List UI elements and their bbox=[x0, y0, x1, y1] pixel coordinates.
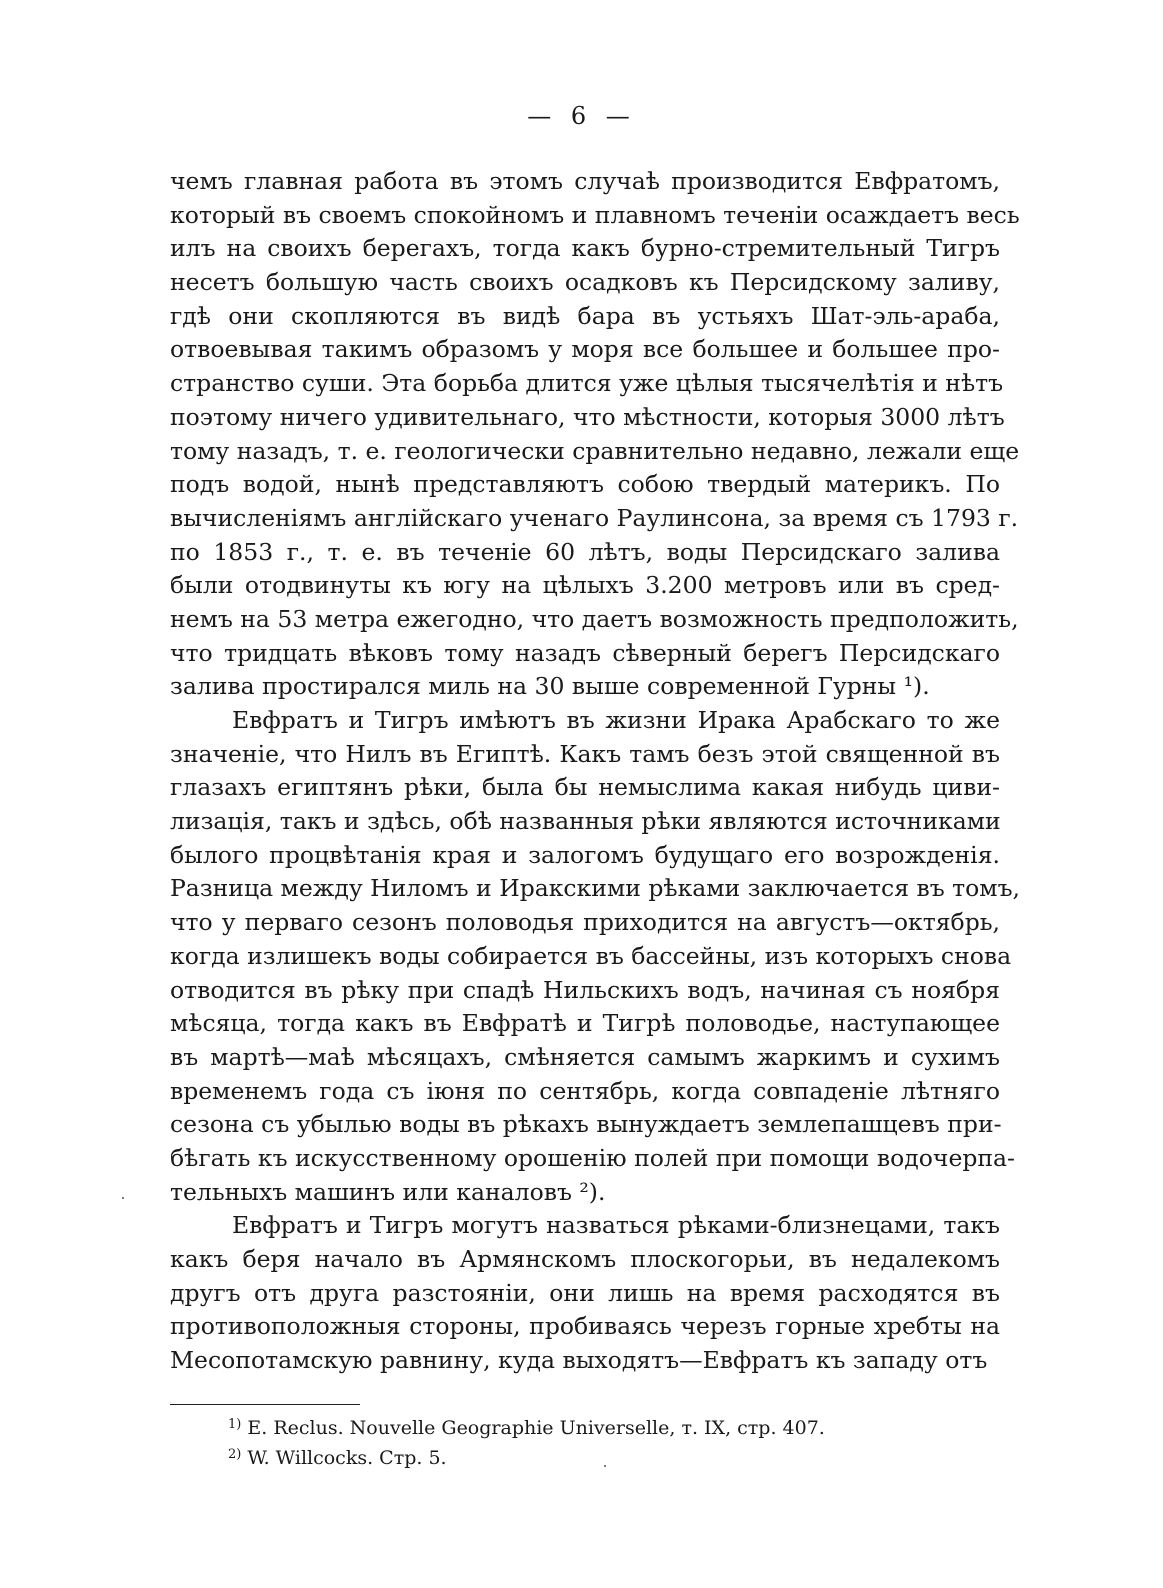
text-line: странство суши. Эта борьба длится уже цѣлыя тысячелѣтія и нѣтъ bbox=[170, 369, 1004, 398]
text-line: временемъ года съ іюня по сентябрь, когда совпаденіе лѣтняго bbox=[170, 1076, 1000, 1105]
body-text bbox=[170, 165, 1020, 1378]
text-line: тельныхъ машинъ или каналовъ ²). bbox=[170, 1177, 606, 1206]
paragraph bbox=[170, 165, 1020, 704]
paragraph bbox=[170, 704, 1020, 1209]
text-line: что тридцать вѣковъ тому назадъ сѣверный берегъ Персидскаго bbox=[170, 638, 1000, 667]
text-line: Евфратъ и Тигръ имѣютъ въ жизни Ирака Арабскаго то же bbox=[232, 706, 1000, 734]
text-line: Евфратъ и Тигръ могутъ назваться рѣками-близнецами, такъ bbox=[232, 1211, 1000, 1240]
footnotes bbox=[228, 1410, 988, 1470]
text-line: что у перваго сезонъ половодья приходится на августъ—октябрь, bbox=[170, 908, 1000, 937]
text-line: какъ беря начало въ Армянскомъ плоскогорьи, въ недалекомъ bbox=[170, 1245, 1000, 1273]
text-line: бѣгать къ искусственному орошенію полей при помощи водочерпа- bbox=[170, 1143, 1016, 1172]
text-line: гдѣ они скопляются въ видѣ бара въ устьяхъ Шат-эль-араба, bbox=[170, 301, 1000, 330]
page-number: — 6 — bbox=[527, 102, 636, 130]
footnote-divider bbox=[170, 1404, 360, 1405]
footnote-text: E. Reclus. Nouvelle Geographie Universelle, т. IX, стр. 407. bbox=[247, 1417, 825, 1439]
text-line: поэтому ничего удивительнаго, что мѣстности, которыя 3000 лѣтъ bbox=[170, 402, 1005, 431]
text-line: тому назадъ, т. е. геологически сравнительно недавно, лежали еще bbox=[170, 436, 1020, 465]
text-line: мѣсяца, тогда какъ въ Евфратѣ и Тигрѣ половодье, наступающее bbox=[170, 1009, 1000, 1038]
text-line: подъ водой, нынѣ представляютъ собою твердый материкъ. По bbox=[170, 470, 1000, 499]
text-line: Разница между Ниломъ и Иракскими рѣками заключается въ томъ, bbox=[170, 874, 1020, 903]
scan-speck bbox=[122, 1197, 124, 1199]
text-line: вычисленіямъ англійскаго ученаго Раулинсона, за время съ 1793 г. bbox=[170, 503, 1019, 532]
scan-speck bbox=[604, 1465, 606, 1467]
footnote-text: W. Willcocks. Стр. 5. bbox=[247, 1447, 447, 1469]
text-line: былого процвѣтанія края и залогомъ будущаго его возрожденія. bbox=[170, 840, 1000, 869]
paragraph bbox=[170, 1209, 1000, 1377]
text-line: значеніе, что Нилъ въ Египтѣ. Какъ тамъ безъ этой священной въ bbox=[170, 739, 1000, 768]
footnote-mark: 1) bbox=[228, 1417, 242, 1432]
text-line: глазахъ египтянъ рѣки, была бы немыслима какая нибудь циви- bbox=[170, 773, 1000, 802]
text-line: другъ отъ друга разстояніи, они лишь на время расходятся въ bbox=[170, 1278, 1000, 1307]
text-line: противоположныя стороны, пробиваясь черезъ горные хребты на bbox=[170, 1312, 1000, 1341]
text-line: чемъ главная работа въ этомъ случаѣ производится Евфратомъ, bbox=[170, 167, 1000, 195]
footnote-mark: 2) bbox=[228, 1447, 242, 1462]
text-line: сезона съ убылью воды въ рѣкахъ вынуждаетъ землепашцевъ при- bbox=[170, 1110, 1002, 1139]
footnote bbox=[228, 1440, 988, 1470]
text-line: несетъ большую часть своихъ осадковъ къ Персидскому заливу, bbox=[170, 268, 1000, 297]
text-line: въ мартѣ—маѣ мѣсяцахъ, смѣняется самымъ жаркимъ и сухимъ bbox=[170, 1042, 1000, 1071]
text-line: были отодвинуты къ югу на цѣлыхъ 3.200 метровъ или въ сред- bbox=[170, 571, 1000, 600]
text-line: немъ на 53 метра ежегодно, что даетъ возможность предположить, bbox=[170, 604, 1019, 633]
footnote bbox=[228, 1410, 988, 1440]
text-line: лизація, такъ и здѣсь, обѣ названныя рѣки являются источниками bbox=[170, 807, 1001, 836]
text-line: по 1853 г., т. е. въ теченіе 60 лѣтъ, воды Персидскаго залива bbox=[170, 537, 1000, 566]
text-line: илъ на своихъ берегахъ, тогда какъ бурно-стремительный Тигръ bbox=[170, 234, 1000, 263]
text-line: отводится въ рѣку при спадѣ Нильскихъ водъ, начиная съ ноября bbox=[170, 975, 1000, 1004]
text-line: отвоевывая такимъ образомъ у моря все большее и большее про- bbox=[170, 335, 1000, 364]
text-line: залива простирался миль на 30 выше современной Гурны ¹). bbox=[170, 672, 930, 701]
text-line: Месопотамскую равнину, куда выходятъ—Евфратъ къ западу отъ bbox=[170, 1346, 988, 1375]
text-line: который въ своемъ спокойномъ и плавномъ теченіи осаждаетъ весь bbox=[170, 200, 1020, 229]
text-line: когда излишекъ воды собирается въ бассейны, изъ которыхъ снова bbox=[170, 941, 1012, 970]
